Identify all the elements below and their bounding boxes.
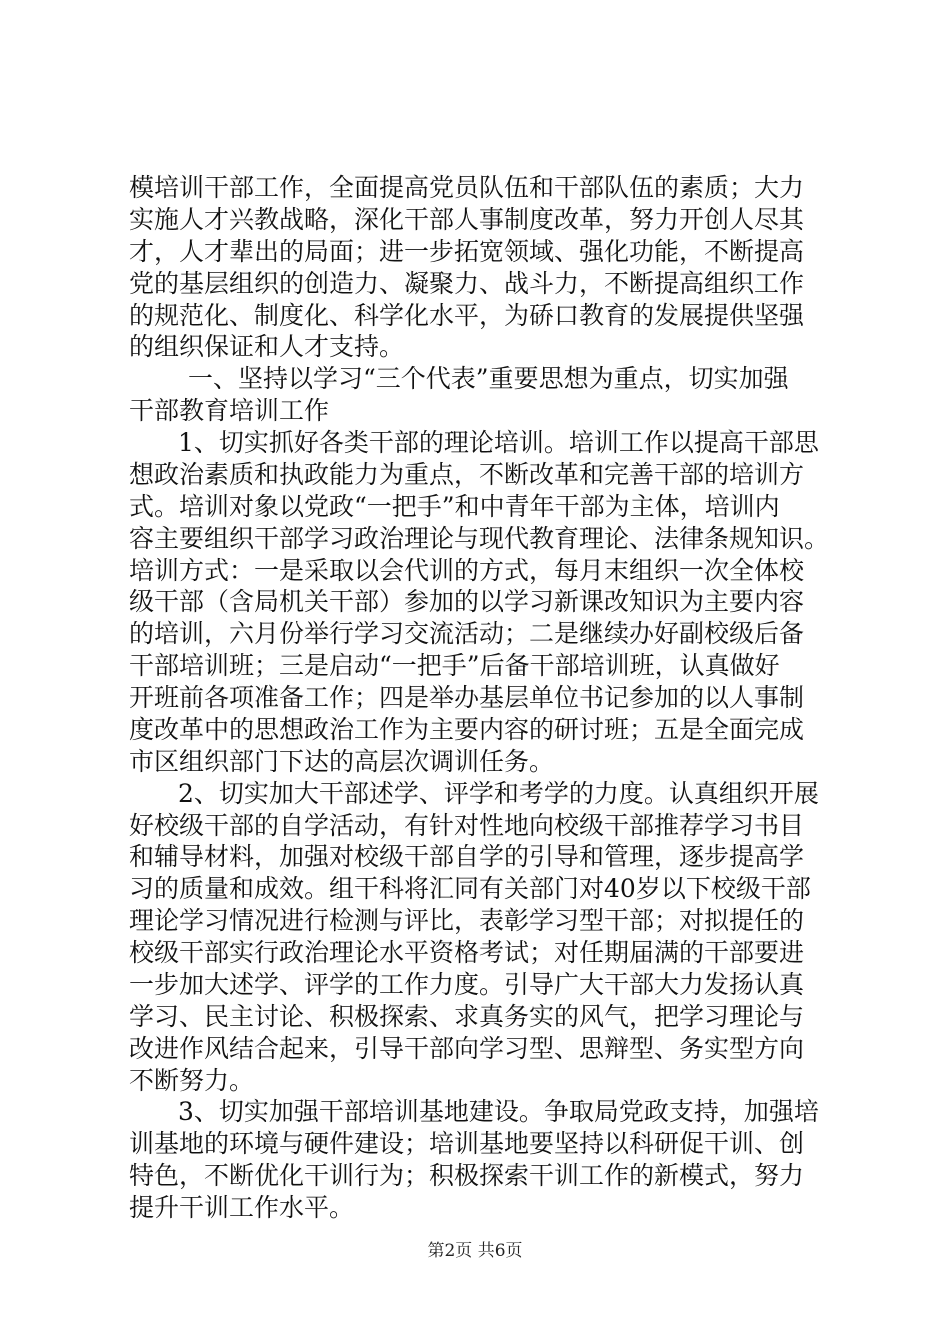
- text-line: 训基地的环境与硬件建设；培训基地要坚持以科研促干训、创: [129, 1129, 805, 1158]
- text-line: 好校级干部的自学活动，有针对性地向校级干部推荐学习书目: [129, 811, 805, 840]
- text-line: 的组织保证和人才支持。: [129, 332, 405, 361]
- text-line: 级干部（含局机关干部）参加的以学习新课改知识为主要内容: [129, 587, 805, 616]
- text-line: 实施人才兴教战略，深化干部人事制度改革，努力开创人尽其: [129, 205, 805, 234]
- text-line: 市区组织部门下达的高层次调训任务。: [129, 747, 555, 776]
- page-number-footer: 第2页 共6页: [427, 1241, 523, 1261]
- text-line: 理论学习情况进行检测与评比，表彰学习型干部；对拟提任的: [129, 906, 805, 935]
- text-line: 学习、民主讨论、积极探索、求真务实的风气，把学习理论与: [129, 1002, 805, 1031]
- text-line: 模培训干部工作，全面提高党员队伍和干部队伍的素质；大力: [129, 173, 805, 202]
- section-heading: 一、坚持以学习“三个代表”重要思想为重点，切实加强: [188, 364, 789, 393]
- text-line: 改进作风结合起来，引导干部向学习型、思辩型、务实型方向: [129, 1034, 805, 1063]
- text-line: 式。培训对象以党政“一把手”和中青年干部为主体，培训内: [129, 492, 780, 521]
- paragraph-start: 3、切实加强干部培训基地建设。争取局党政支持，加强培: [178, 1097, 819, 1126]
- text-line: 的培训，六月份举行学习交流活动；二是继续办好副校级后备: [129, 619, 805, 648]
- text-line: 特色，不断优化干训行为；积极探索干训工作的新模式，努力: [129, 1161, 805, 1190]
- paragraph-start: 2、切实加大干部述学、评学和考学的力度。认真组织开展: [178, 779, 819, 808]
- text-line: 干部培训班；三是启动“一把手”后备干部培训班，认真做好: [129, 651, 780, 680]
- paragraph-start: 1、切实抓好各类干部的理论培训。培训工作以提高干部思: [178, 428, 819, 457]
- text-line: 党的基层组织的创造力、凝聚力、战斗力，不断提高组织工作: [129, 269, 805, 298]
- text-line: 不断努力。: [129, 1066, 255, 1095]
- section-heading-cont: 干部教育培训工作: [129, 396, 330, 425]
- text-line: 一步加大述学、评学的工作力度。引导广大干部大力发扬认真: [129, 970, 805, 999]
- text-line: 才，人才辈出的局面；进一步拓宽领域、强化功能，不断提高: [129, 237, 805, 266]
- text-line: 提升干训工作水平。: [129, 1193, 355, 1222]
- text-line: 校级干部实行政治理论水平资格考试；对任期届满的干部要进: [129, 938, 805, 967]
- text-line: 度改革中的思想政治工作为主要内容的研讨班；五是全面完成: [129, 715, 805, 744]
- text-line: 和辅导材料，加强对校级干部自学的引导和管理，逐步提高学: [129, 842, 805, 871]
- text-line: 开班前各项准备工作；四是举办基层单位书记参加的以人事制: [129, 683, 805, 712]
- text-line: 容主要组织干部学习政治理论与现代教育理论、法律条规知识。: [129, 524, 829, 553]
- text-line: 的规范化、制度化、科学化水平，为硚口教育的发展提供坚强: [129, 301, 805, 330]
- text-line: 培训方式：一是采取以会代训的方式，每月末组织一次全体校: [129, 556, 805, 585]
- text-line: 习的质量和成效。组干科将汇同有关部门对40岁以下校级干部: [129, 874, 811, 903]
- text-line: 想政治素质和执政能力为重点，不断改革和完善干部的培训方: [129, 460, 805, 489]
